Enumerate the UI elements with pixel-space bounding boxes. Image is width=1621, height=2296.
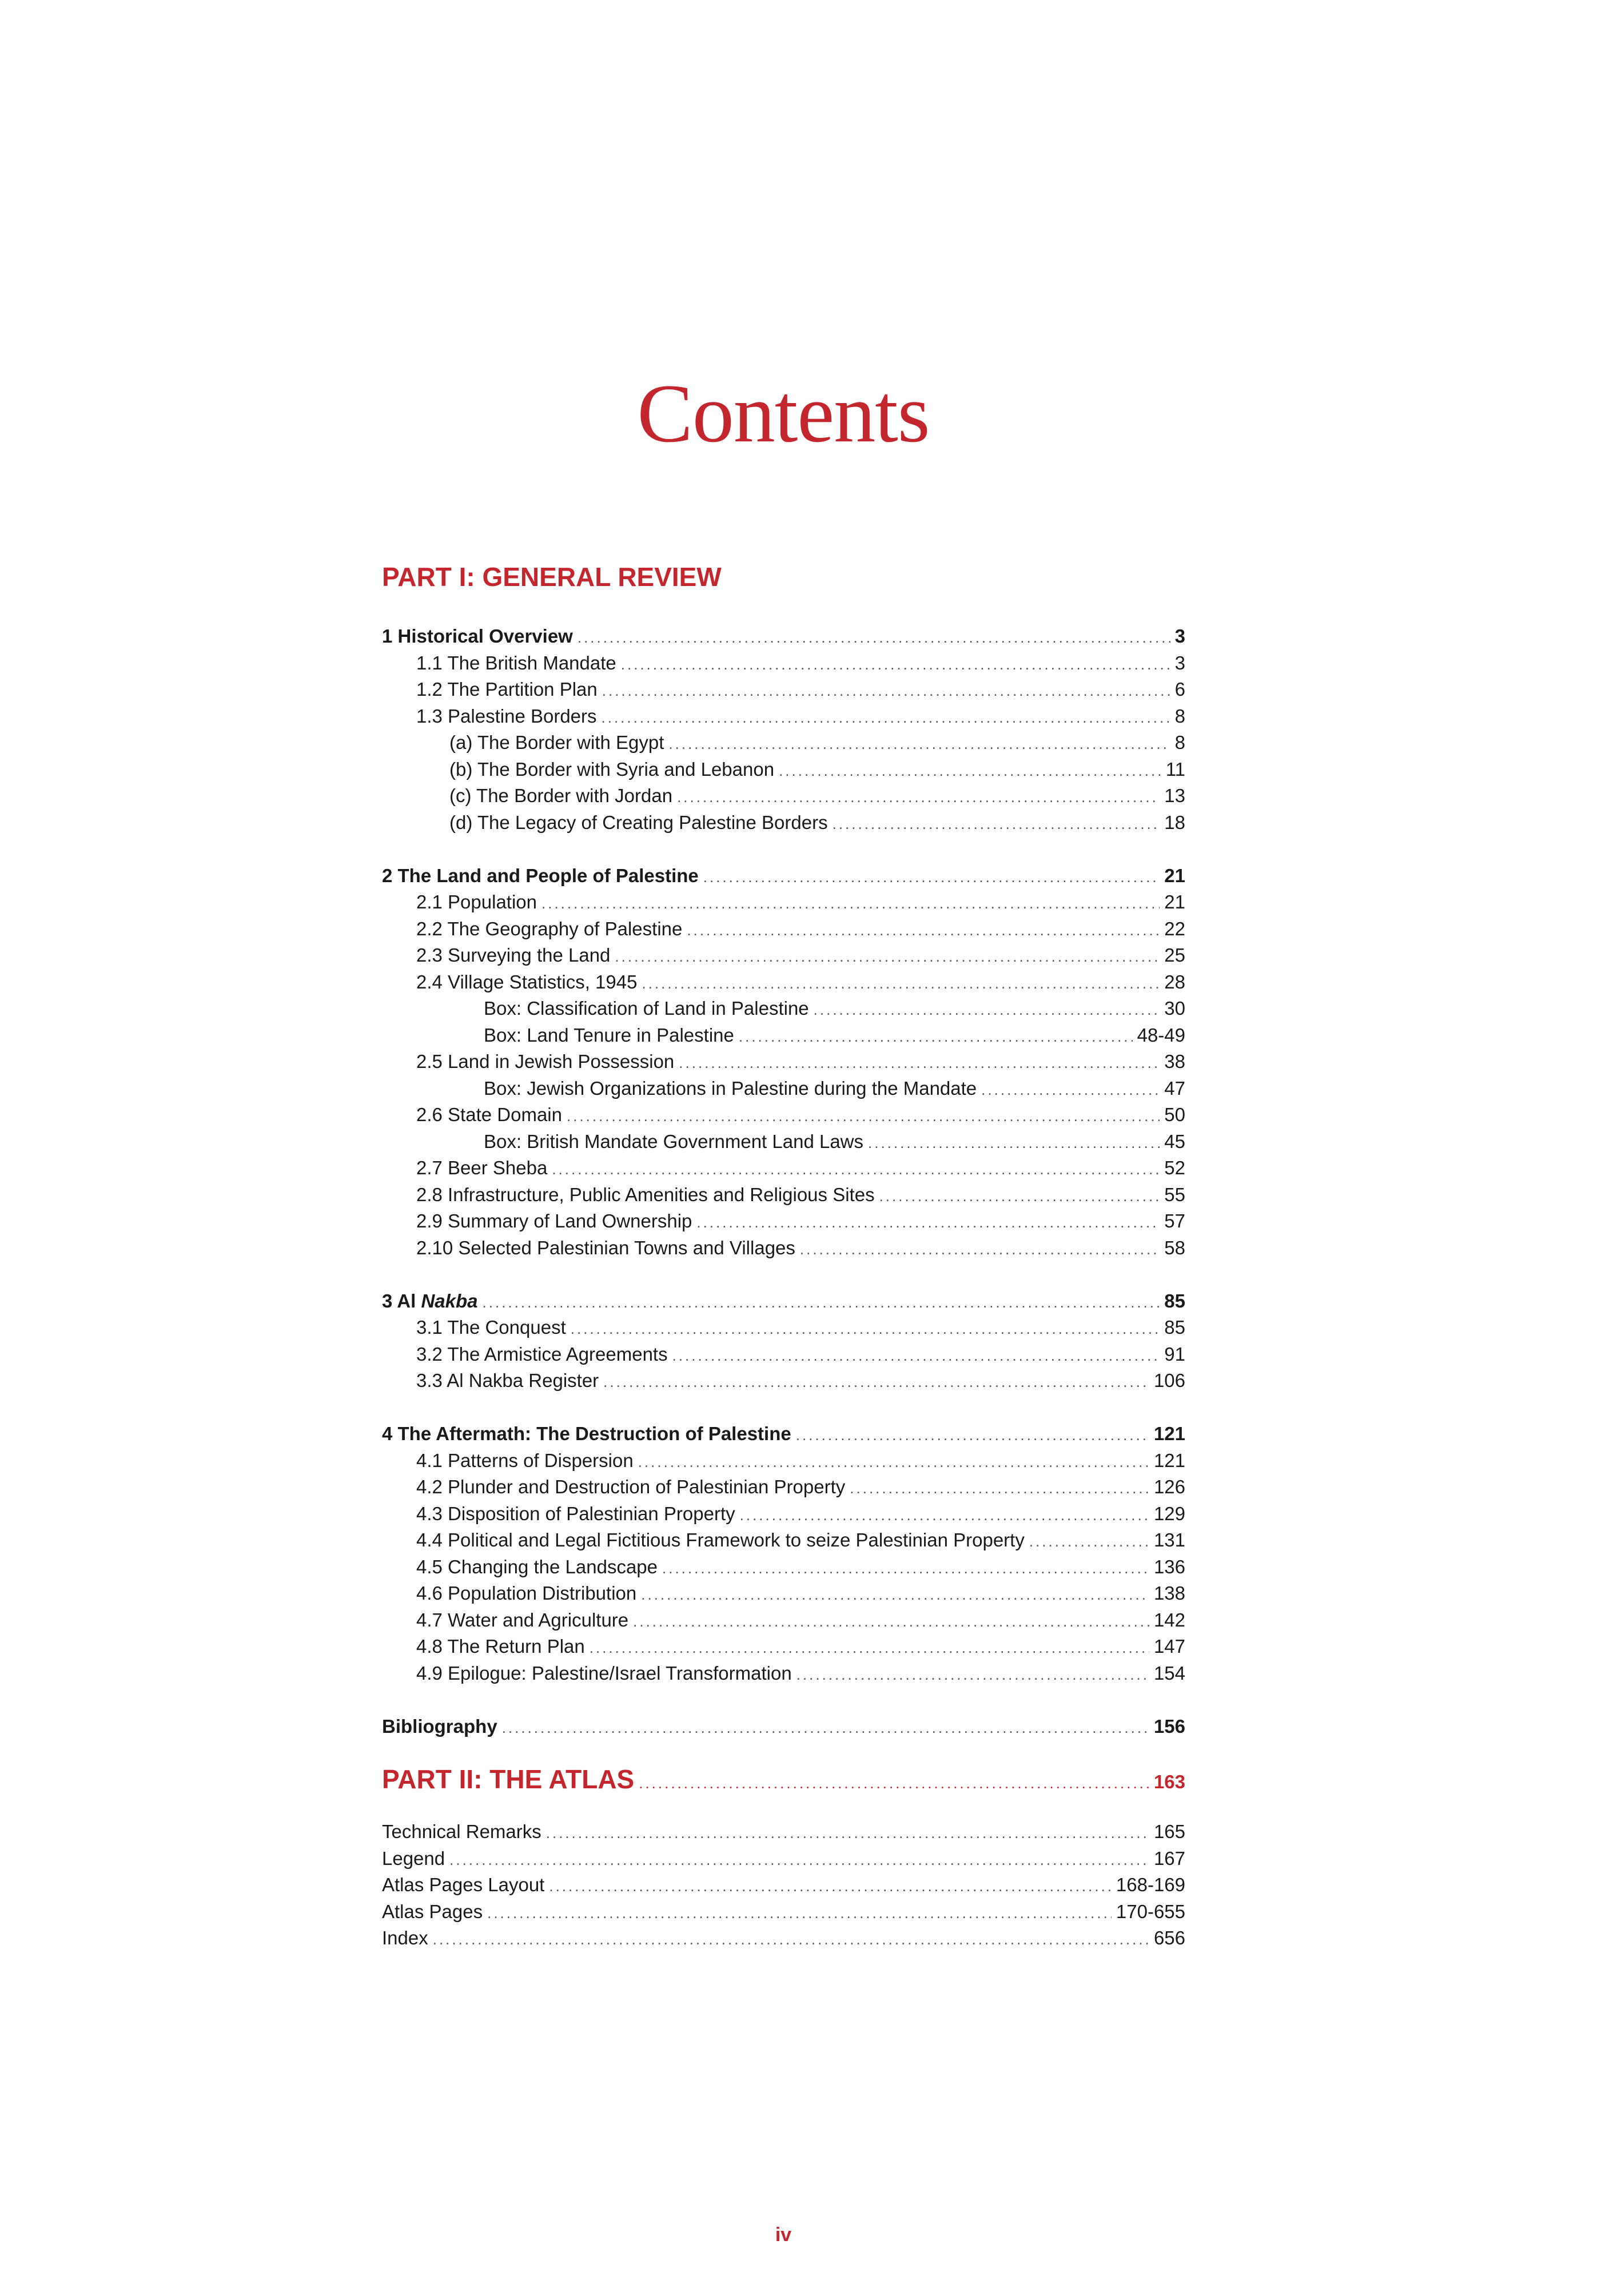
dot-leader	[814, 996, 1160, 1023]
toc-legend[interactable]	[382, 1845, 1185, 1872]
toc-entry-label: 2 The Land and People of Palestine	[382, 864, 699, 886]
toc-entry-page: 165	[1153, 1821, 1185, 1842]
dot-leader	[677, 784, 1160, 811]
toc-entry-label: 2.1 Population	[416, 891, 537, 912]
toc-entry-2-9[interactable]	[382, 1208, 1185, 1235]
toc-chapter-2[interactable]	[382, 863, 1185, 890]
dot-leader	[879, 1183, 1160, 1210]
toc-entry-page: 106	[1153, 1370, 1185, 1391]
toc-entry-label: (c) The Border with Jordan	[449, 785, 673, 806]
toc-box-land-laws[interactable]	[382, 1129, 1185, 1155]
table-of-contents	[382, 560, 1185, 1952]
toc-entry-label: 2.7 Beer Sheba	[416, 1157, 548, 1178]
toc-entry-label: 4.8 The Return Plan	[416, 1636, 585, 1657]
toc-entry-2-3[interactable]	[382, 942, 1185, 969]
toc-entry-label: 2.5 Land in Jewish Possession	[416, 1051, 675, 1072]
toc-entry-page: 3	[1174, 652, 1185, 673]
toc-entry-page: 121	[1153, 1423, 1185, 1444]
toc-entry-page: 47	[1164, 1077, 1185, 1099]
toc-entry-4-6[interactable]	[382, 1580, 1185, 1607]
toc-entry-page: 126	[1153, 1476, 1185, 1497]
dot-leader	[577, 624, 1170, 651]
toc-entry-label: 4.2 Plunder and Destruction of Palestinian Property	[416, 1476, 846, 1497]
toc-entry-label: PART II: THE ATLAS	[382, 1764, 635, 1794]
dot-leader	[833, 811, 1160, 838]
toc-entry-4-3[interactable]	[382, 1501, 1185, 1528]
part-2-heading[interactable]	[382, 1763, 1185, 1796]
toc-entry-page: 154	[1153, 1662, 1185, 1684]
dot-leader	[796, 1661, 1149, 1688]
toc-entry-page: 25	[1164, 944, 1185, 966]
dot-leader	[638, 1449, 1149, 1476]
dot-leader	[981, 1077, 1160, 1103]
dot-leader	[615, 943, 1160, 970]
toc-entry-4-7[interactable]	[382, 1607, 1185, 1634]
dot-leader	[433, 1926, 1149, 1953]
toc-entry-page: 28	[1164, 971, 1185, 992]
toc-entry-1-3-a[interactable]	[382, 730, 1185, 756]
toc-entry-1-3-d[interactable]	[382, 810, 1185, 836]
toc-entry-page: 85	[1164, 1317, 1185, 1338]
toc-entry-page: 50	[1164, 1104, 1185, 1125]
toc-entry-label: Technical Remarks	[382, 1821, 541, 1842]
toc-entry-page: 138	[1153, 1583, 1185, 1604]
dot-leader	[703, 864, 1160, 891]
dot-leader	[621, 651, 1170, 678]
toc-entry-label: Index	[382, 1927, 428, 1948]
dot-leader	[850, 1475, 1149, 1502]
dot-leader	[779, 758, 1161, 784]
dot-leader	[603, 1369, 1149, 1396]
toc-entry-1-3-c[interactable]	[382, 783, 1185, 810]
toc-entry-2-8[interactable]	[382, 1182, 1185, 1209]
toc-entry-label: (b) The Border with Syria and Lebanon	[449, 758, 775, 780]
toc-entry-label: 4 The Aftermath: The Destruction of Palestine	[382, 1423, 791, 1444]
toc-entry-label: Box: British Mandate Government Land Laws	[484, 1130, 864, 1152]
toc-entry-label: 2.10 Selected Palestinian Towns and Villages	[416, 1237, 795, 1258]
chapter-3-title-italic: Nakba	[421, 1290, 478, 1312]
toc-entry-label: 2.2 The Geography of Palestine	[416, 918, 683, 939]
toc-entry-label: 2.8 Infrastructure, Public Amenities and Religious Sites	[416, 1183, 875, 1205]
toc-entry-3-3[interactable]	[382, 1368, 1185, 1394]
dot-leader	[502, 1715, 1149, 1741]
toc-entry-label: 4.4 Political and Legal Fictitious Framework to seize Palestinian Property	[416, 1529, 1025, 1550]
dot-leader	[602, 704, 1170, 731]
toc-entry-2-1[interactable]	[382, 889, 1185, 916]
toc-atlas-pages[interactable]	[382, 1899, 1185, 1926]
toc-entry-page: 129	[1153, 1502, 1185, 1524]
toc-entry-label: 4.5 Changing the Landscape	[416, 1556, 658, 1577]
toc-entry-page: 58	[1164, 1237, 1185, 1258]
dot-leader	[602, 677, 1170, 704]
toc-entry-label: 2.4 Village Statistics, 1945	[416, 971, 638, 992]
toc-entry-page: 6	[1174, 679, 1185, 700]
toc-entry-label: Legend	[382, 1847, 445, 1869]
toc-entry-page: 163	[1153, 1771, 1185, 1792]
dot-leader	[549, 1873, 1112, 1900]
toc-entry-label: 2.9 Summary of Land Ownership	[416, 1210, 692, 1231]
dot-leader	[633, 1608, 1149, 1635]
toc-entry-label: (d) The Legacy of Creating Palestine Borders	[449, 811, 828, 833]
toc-entry-2-7[interactable]	[382, 1155, 1185, 1182]
toc-entry-page: 52	[1164, 1157, 1185, 1178]
toc-entry-4-4[interactable]	[382, 1527, 1185, 1554]
toc-entry-page: 147	[1153, 1636, 1185, 1657]
toc-entry-4-1[interactable]	[382, 1448, 1185, 1474]
toc-entry-page: 131	[1153, 1529, 1185, 1550]
toc-entry-2-10[interactable]	[382, 1235, 1185, 1262]
toc-entry-label: Box: Jewish Organizations in Palestine during the Mandate	[484, 1077, 977, 1099]
toc-bibliography[interactable]	[382, 1713, 1185, 1740]
toc-entry-page: 45	[1164, 1130, 1185, 1152]
toc-entry-page: 55	[1164, 1183, 1185, 1205]
toc-entry-4-5[interactable]	[382, 1554, 1185, 1581]
toc-index[interactable]	[382, 1925, 1185, 1952]
toc-entry-page: 170-655	[1116, 1900, 1185, 1922]
toc-entry-page: 121	[1153, 1449, 1185, 1471]
toc-entry-2-4[interactable]	[382, 969, 1185, 996]
dot-leader	[483, 1289, 1160, 1316]
toc-entry-page: 136	[1153, 1556, 1185, 1577]
toc-chapter-1[interactable]	[382, 623, 1185, 650]
toc-entry-1-3-b[interactable]	[382, 756, 1185, 783]
toc-chapter-4[interactable]	[382, 1421, 1185, 1448]
dot-leader	[800, 1236, 1160, 1263]
dot-leader	[679, 1050, 1160, 1077]
toc-entry-page: 21	[1164, 891, 1185, 912]
toc-entry-page: 167	[1153, 1847, 1185, 1869]
toc-entry-page: 168-169	[1116, 1874, 1185, 1895]
toc-entry-label: Atlas Pages	[382, 1900, 483, 1922]
toc-entry-page: 8	[1174, 705, 1185, 727]
toc-chapter-3[interactable]	[382, 1288, 1185, 1315]
dot-leader	[672, 1342, 1160, 1369]
toc-entry-page: 57	[1164, 1210, 1185, 1231]
toc-entry-label: 3.1 The Conquest	[416, 1317, 566, 1338]
dot-leader	[642, 970, 1160, 997]
toc-entry-2-6[interactable]	[382, 1102, 1185, 1129]
dot-leader	[487, 1900, 1112, 1927]
toc-entry-label: 2.6 State Domain	[416, 1104, 562, 1125]
dot-leader	[868, 1130, 1160, 1157]
toc-entry-label: 3.3 Al Nakba Register	[416, 1370, 599, 1391]
toc-entry-page: 18	[1164, 811, 1185, 833]
dot-leader	[668, 731, 1170, 758]
toc-entry-page: 22	[1164, 918, 1185, 939]
toc-entry-label	[382, 1288, 478, 1315]
toc-entry-label: 4.6 Population Distribution	[416, 1583, 637, 1604]
toc-entry-page: 91	[1164, 1343, 1185, 1365]
toc-box-jewish-organizations[interactable]	[382, 1075, 1185, 1102]
toc-entry-label: 3.2 The Armistice Agreements	[416, 1343, 668, 1365]
toc-entry-4-8[interactable]	[382, 1633, 1185, 1660]
dot-leader	[567, 1103, 1160, 1130]
dot-leader	[662, 1555, 1149, 1582]
toc-entry-page: 656	[1153, 1927, 1185, 1948]
dot-leader	[696, 1209, 1160, 1236]
toc-entry-label: (a) The Border with Egypt	[449, 732, 664, 753]
toc-entry-2-2[interactable]	[382, 916, 1185, 943]
dot-leader	[541, 890, 1160, 917]
toc-entry-label: Box: Land Tenure in Palestine	[484, 1024, 734, 1046]
toc-box-classification-of-land[interactable]	[382, 995, 1185, 1022]
dot-leader	[639, 1767, 1149, 1800]
toc-entry-3-2[interactable]	[382, 1341, 1185, 1368]
toc-entry-label: 1.2 The Partition Plan	[416, 679, 598, 700]
dot-leader	[740, 1502, 1149, 1529]
toc-entry-label: 2.3 Surveying the Land	[416, 944, 611, 966]
toc-entry-label: Atlas Pages Layout	[382, 1874, 545, 1895]
page-number: iv	[775, 2224, 792, 2246]
dot-leader	[571, 1316, 1160, 1342]
dot-leader	[552, 1156, 1160, 1183]
toc-entry-page: 21	[1164, 864, 1185, 886]
toc-entry-page: 8	[1174, 732, 1185, 753]
chapter-3-title-prefix: 3 Al	[382, 1290, 421, 1312]
dot-leader	[546, 1820, 1149, 1847]
toc-entry-label: 4.9 Epilogue: Palestine/Israel Transformation	[416, 1662, 792, 1684]
toc-entry-label: 4.3 Disposition of Palestinian Property	[416, 1502, 735, 1524]
toc-box-land-tenure[interactable]	[382, 1022, 1185, 1049]
dot-leader	[739, 1023, 1133, 1050]
part-1-heading: PART I: GENERAL REVIEW	[382, 562, 722, 592]
toc-entry-page: 156	[1153, 1715, 1185, 1737]
dot-leader	[796, 1422, 1149, 1449]
toc-technical-remarks[interactable]	[382, 1819, 1185, 1845]
toc-entry-page: 13	[1164, 785, 1185, 806]
toc-entry-1-1[interactable]	[382, 650, 1185, 677]
toc-entry-2-5[interactable]	[382, 1049, 1185, 1075]
toc-entry-3-1[interactable]	[382, 1314, 1185, 1341]
toc-entry-page: 48-49	[1137, 1024, 1185, 1046]
toc-entry-label: 4.1 Patterns of Dispersion	[416, 1449, 634, 1471]
toc-entry-1-2[interactable]	[382, 676, 1185, 703]
toc-entry-1-3[interactable]	[382, 703, 1185, 730]
toc-entry-label: 4.7 Water and Agriculture	[416, 1609, 629, 1631]
toc-entry-4-2[interactable]	[382, 1474, 1185, 1501]
toc-entry-page: 30	[1164, 998, 1185, 1019]
dot-leader	[590, 1635, 1149, 1661]
page-title: Contents	[637, 367, 930, 460]
toc-atlas-pages-layout[interactable]	[382, 1872, 1185, 1899]
dot-leader	[449, 1847, 1149, 1874]
dot-leader	[1029, 1528, 1149, 1555]
toc-entry-label: Bibliography	[382, 1715, 497, 1737]
toc-entry-label: 1.1 The British Mandate	[416, 652, 616, 673]
dot-leader	[641, 1581, 1149, 1608]
toc-entry-page: 142	[1153, 1609, 1185, 1631]
toc-entry-4-9[interactable]	[382, 1660, 1185, 1687]
toc-entry-label: 1.3 Palestine Borders	[416, 705, 597, 727]
dot-leader	[687, 917, 1160, 944]
toc-entry-page: 11	[1165, 758, 1185, 780]
toc-entry-page: 3	[1174, 625, 1185, 647]
toc-entry-page: 85	[1164, 1290, 1185, 1312]
toc-entry-label: Box: Classification of Land in Palestine	[484, 998, 809, 1019]
toc-entry-label: 1 Historical Overview	[382, 625, 573, 647]
toc-entry-page: 38	[1164, 1051, 1185, 1072]
